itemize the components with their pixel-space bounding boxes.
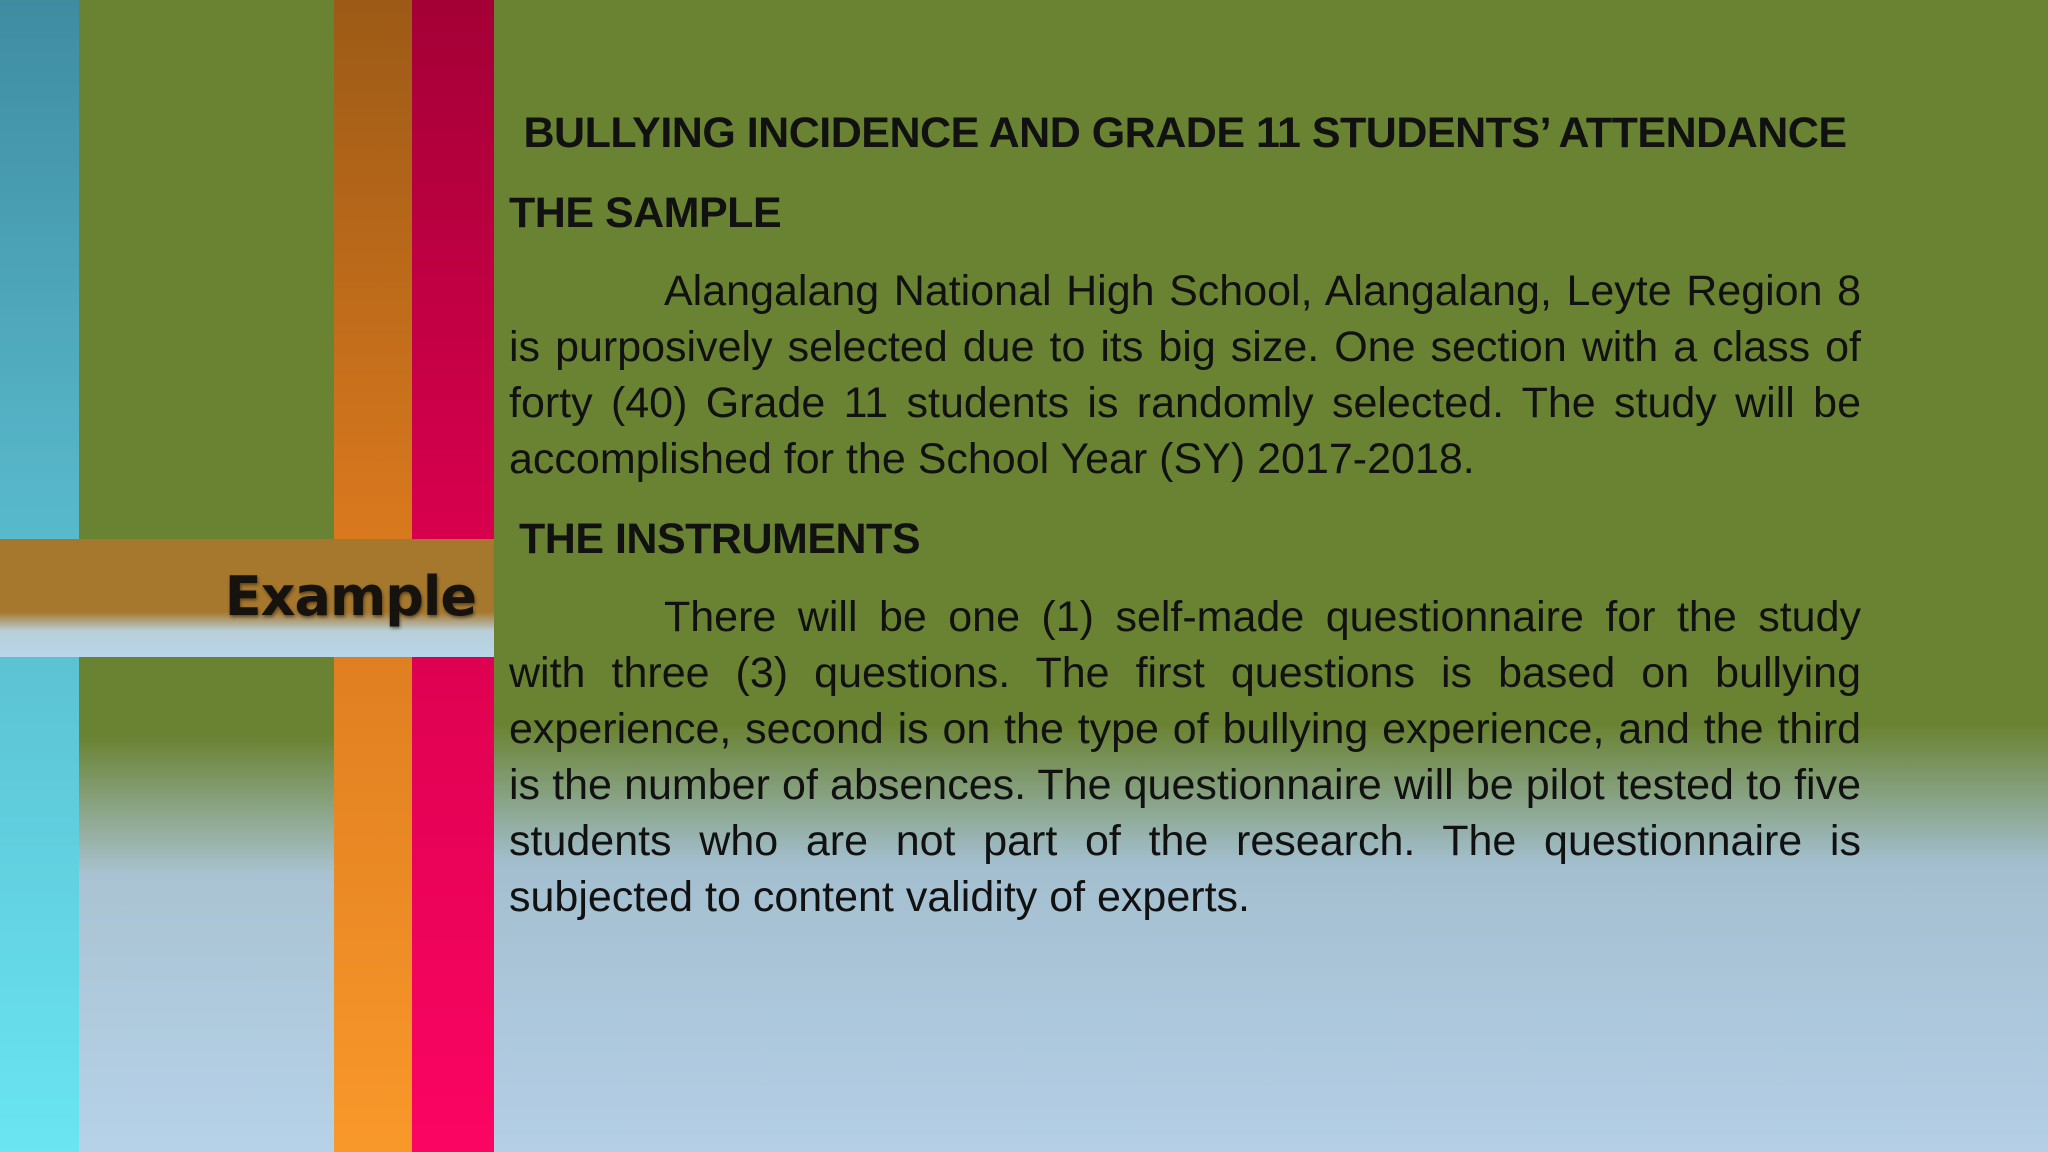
slide-title: BULLYING INCIDENCE AND GRADE 11 STUDENTS’ ATTENDANCE	[523, 109, 1847, 157]
side-label: Example	[224, 565, 476, 628]
section-heading-sample: THE SAMPLE	[509, 189, 782, 237]
side-label-band	[0, 539, 494, 657]
section-heading-instruments: THE INSTRUMENTS	[519, 515, 920, 563]
section-body-instruments: There will be one (1) self-made questionnaire for the study with three (3) questions. The first questions is based on bullying experience, second is on the type of bullying experience, and the third is the number of absences. The questionnaire will be pilot tested to five students who are not part of the research. The questionnaire is subjected to content validity of experts.	[509, 593, 1861, 921]
section-body-sample: Alangalang National High School, Alangalang, Leyte Region 8 is purposively selected due to its big size. One section with a class of forty (40) Grade 11 students is randomly selected. The study will be accomplished for the School Year (SY) 2017-2018.	[509, 267, 1861, 483]
slide-content	[509, 105, 1861, 925]
